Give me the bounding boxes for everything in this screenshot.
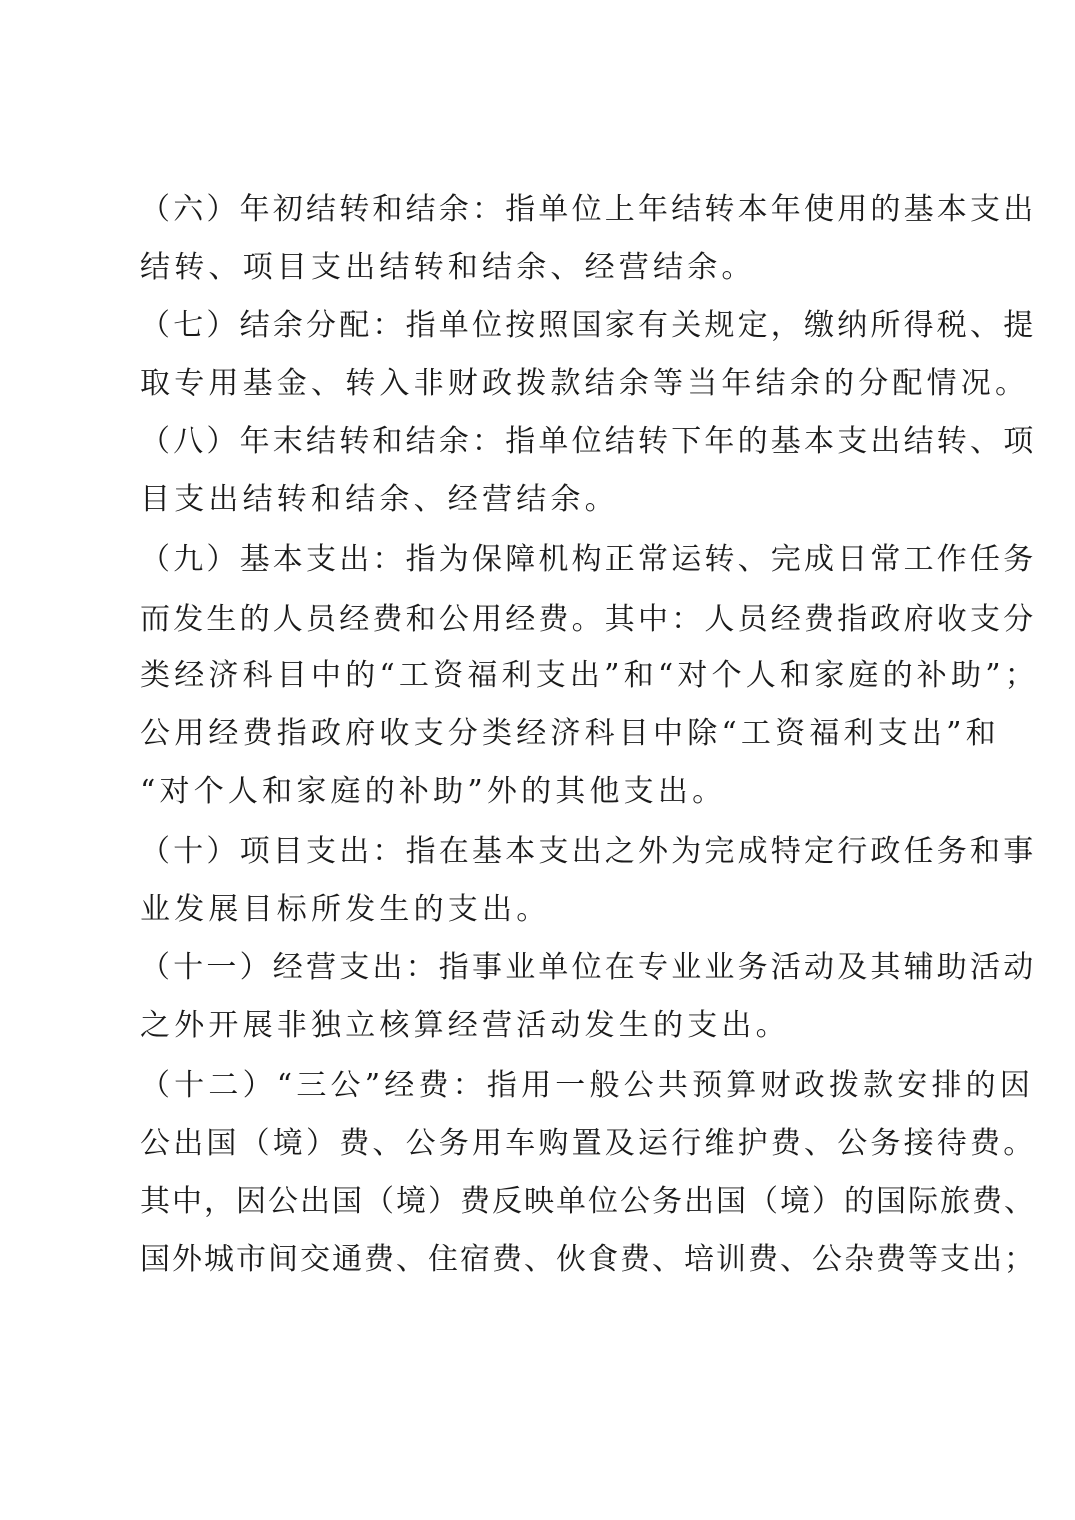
text-line: 公出国（境）费、公务用车购置及运行维护费、公务接待费。 bbox=[140, 1126, 1037, 1161]
text-line: 之外开展非独立核算经营活动发生的支出。 bbox=[140, 1008, 790, 1043]
text-line: 而发生的人员经费和公用经费。其中：人员经费指政府收支分 bbox=[140, 602, 1037, 637]
text-line: 类经济科目中的“工资福利支出”和“对个人和家庭的补助”； bbox=[140, 658, 1039, 693]
text-line: 国外城市间交通费、住宿费、伙食费、培训费、公杂费等支出； bbox=[140, 1242, 1036, 1277]
text-line: （十二）“三公”经费：指用一般公共预算财政拨款安排的因 bbox=[140, 1068, 1035, 1103]
text-line: （六）年初结转和结余：指单位上年结转本年使用的基本支出 bbox=[140, 192, 1037, 227]
text-line: （十一）经营支出：指事业单位在专业业务活动及其辅助活动 bbox=[140, 950, 1037, 985]
text-line: （十）项目支出：指在基本支出之外为完成特定行政任务和事 bbox=[140, 834, 1037, 869]
text-line: 业发展目标所发生的支出。 bbox=[140, 892, 551, 927]
text-line: （八）年末结转和结余：指单位结转下年的基本支出结转、项 bbox=[140, 424, 1037, 459]
text-line: 结转、项目支出结转和结余、经营结余。 bbox=[140, 250, 756, 285]
text-line: 目支出结转和结余、经营结余。 bbox=[140, 482, 619, 517]
text-line: “对个人和家庭的补助”外的其他支出。 bbox=[140, 774, 727, 809]
text-line: 公用经费指政府收支分类经济科目中除“工资福利支出”和 bbox=[140, 716, 1000, 751]
text-line: 其中，因公出国（境）费反映单位公务出国（境）的国际旅费、 bbox=[140, 1184, 1036, 1219]
text-line: 取专用基金、转入非财政拨款结余等当年结余的分配情况。 bbox=[140, 366, 1030, 401]
text-line: （七）结余分配：指单位按照国家有关规定，缴纳所得税、提 bbox=[140, 308, 1037, 343]
text-line: （九）基本支出：指为保障机构正常运转、完成日常工作任务 bbox=[140, 542, 1037, 577]
